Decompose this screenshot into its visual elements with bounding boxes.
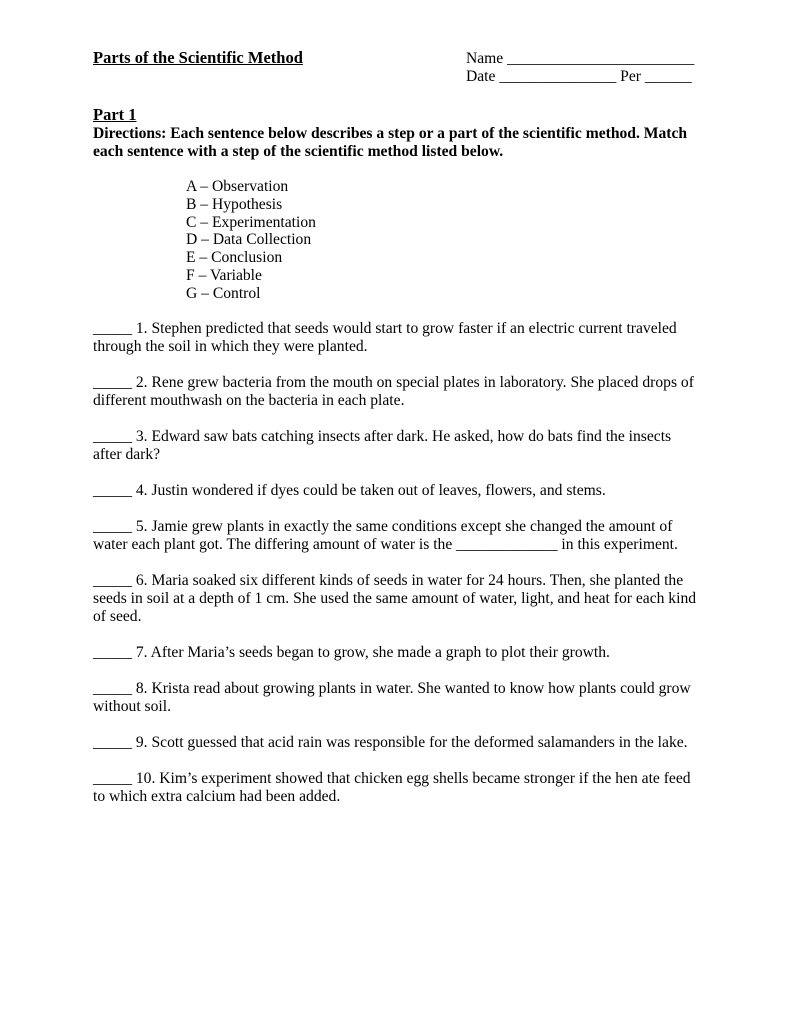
directions-text: Directions: Each sentence below describes a step or a part of the scientific method. Match each sentence with a step of the scientific method listed below. — [93, 125, 688, 160]
step-item: E – Conclusion — [186, 249, 283, 267]
question-item: _____ 2. Rene grew bacteria from the mouth on special plates in laboratory. She placed drops of different mouthwash on the bacteria in each plate. — [93, 373, 694, 409]
worksheet-page — [93, 46, 703, 824]
question-item: _____ 7. After Maria’s seeds began to grow, she made a graph to plot their growth. — [93, 643, 610, 661]
step-list — [186, 178, 703, 303]
question-item: _____ 5. Jamie grew plants in exactly the same conditions except she changed the amount of water each plant got. The differing amount of water is the _____________ in this experiment. — [93, 517, 678, 553]
step-item: C – Experimentation — [186, 213, 316, 231]
step-item: G – Control — [186, 284, 261, 302]
question-item: _____ 4. Justin wondered if dyes could be taken out of leaves, flowers, and stems. — [93, 481, 606, 499]
date-period-field-line: Date _______________ Per ______ — [466, 68, 692, 85]
step-item: D – Data Collection — [186, 231, 312, 249]
question-item: _____ 6. Maria soaked six different kinds of seeds in water for 24 hours. Then, she planted the seeds in soil at a depth of 1 cm. She used the same amount of water, light, and heat for each kind of seed. — [93, 571, 697, 625]
question-item: _____ 8. Krista read about growing plants in water. She wanted to know how plants could grow without soil. — [93, 679, 691, 715]
name-field-line: Name ________________________ — [466, 50, 695, 67]
question-item: _____ 3. Edward saw bats catching insects after dark. He asked, how do bats find the insects after dark? — [93, 427, 672, 463]
worksheet-title: Parts of the Scientific Method — [93, 48, 303, 67]
question-item: _____ 1. Stephen predicted that seeds would start to grow faster if an electric current traveled through the soil in which they were planted. — [93, 319, 677, 355]
step-item: F – Variable — [186, 266, 262, 284]
header — [93, 46, 703, 90]
part-heading: Part 1 — [93, 105, 137, 124]
question-item: _____ 10. Kim’s experiment showed that chicken egg shells became stronger if the hen ate feed to which extra calcium had been added. — [93, 769, 691, 805]
question-item: _____ 9. Scott guessed that acid rain was responsible for the deformed salamanders in the lake. — [93, 733, 688, 751]
step-item: B – Hypothesis — [186, 195, 283, 213]
question-list — [93, 320, 703, 806]
step-item: A – Observation — [186, 178, 289, 195]
